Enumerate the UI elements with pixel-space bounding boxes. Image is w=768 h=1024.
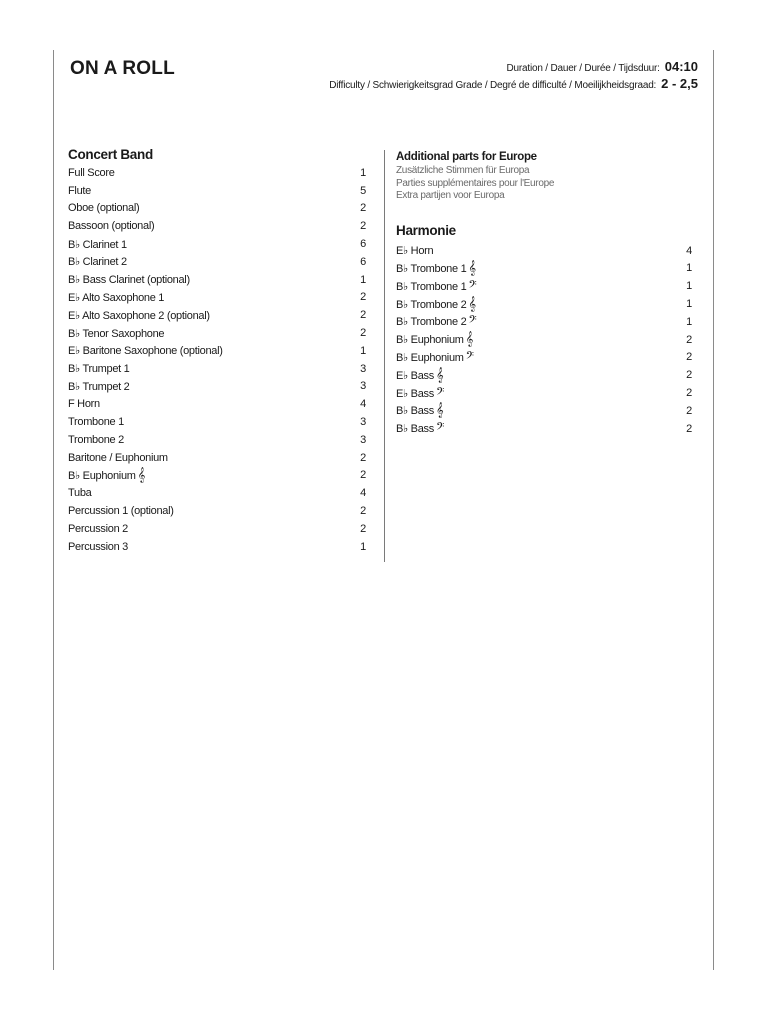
treble-clef-icon: 𝄞: [468, 296, 476, 312]
part-row: [396, 242, 692, 260]
europe-heading: Additional parts for Europe: [396, 151, 537, 163]
part-row: [68, 164, 366, 182]
part-name: Full Score: [68, 166, 115, 179]
part-quantity: 3: [360, 362, 366, 375]
part-quantity: 4: [686, 244, 692, 257]
part-name-cell: [396, 387, 444, 400]
bass-clef-icon: 𝄢: [468, 314, 477, 330]
part-quantity: 2: [360, 309, 366, 322]
part-name: E♭ Baritone Saxophone (optional): [68, 345, 223, 358]
part-name-cell: [396, 404, 443, 417]
part-quantity: 2: [686, 387, 692, 400]
part-name: Oboe (optional): [68, 202, 140, 215]
part-name-cell: [68, 309, 210, 322]
part-quantity: 2: [360, 469, 366, 482]
bass-clef-icon: 𝄢: [468, 278, 477, 294]
part-name-cell: [396, 298, 476, 311]
part-quantity: 1: [686, 280, 692, 293]
part-name: Bassoon (optional): [68, 220, 155, 233]
page-border-right: [713, 50, 714, 970]
page-border-left: [53, 50, 54, 970]
duration-info: [507, 58, 698, 76]
part-name-cell: [68, 398, 100, 410]
part-quantity: 2: [360, 220, 366, 233]
part-name-cell: [396, 369, 443, 382]
part-name-cell: [68, 327, 164, 340]
part-row: [68, 484, 366, 502]
part-quantity: 5: [360, 184, 366, 197]
bass-clef-icon: 𝄢: [465, 349, 474, 365]
part-name-cell: [68, 362, 130, 375]
duration-label: Duration / Dauer / Durée / Tijdsduur:: [506, 63, 660, 74]
part-name: B♭ Clarinet 1: [68, 238, 127, 251]
part-quantity: 2: [686, 333, 692, 346]
part-name: Percussion 2: [68, 522, 128, 535]
part-quantity: 1: [686, 315, 692, 328]
part-name-cell: [68, 541, 128, 553]
part-name-cell: [68, 185, 91, 197]
europe-translation-fr: Parties supplémentaires pour l'Europe: [396, 177, 555, 189]
bass-clef-icon: 𝄢: [435, 385, 444, 401]
part-row: [68, 538, 366, 556]
part-name: B♭ Trombone 1: [396, 280, 467, 293]
part-row: [68, 467, 366, 485]
part-name-cell: [68, 434, 124, 446]
part-name-cell: [68, 273, 190, 286]
treble-clef-icon: 𝄞: [435, 367, 444, 383]
part-row: [68, 217, 366, 235]
part-quantity: 2: [360, 202, 366, 215]
part-row: [396, 295, 692, 313]
part-row: [68, 289, 366, 307]
part-row: [396, 260, 692, 278]
part-quantity: 1: [686, 298, 692, 311]
part-name: Percussion 1 (optional): [68, 505, 174, 518]
europe-translation-de: Zusätzliche Stimmen für Europa: [396, 165, 530, 176]
part-name: E♭ Alto Saxophone 1: [68, 291, 165, 304]
part-name-cell: [396, 351, 474, 364]
part-name: B♭ Trumpet 1: [68, 363, 130, 376]
part-name-cell: [68, 238, 127, 251]
part-quantity: 2: [360, 327, 366, 340]
part-row: [396, 420, 692, 438]
part-row: [68, 378, 366, 396]
part-row: [68, 324, 366, 342]
part-quantity: 2: [360, 505, 366, 518]
part-name-cell: [68, 255, 127, 268]
part-row: [68, 520, 366, 538]
part-name-cell: [68, 202, 139, 214]
part-name: B♭ Trombone 1: [396, 262, 467, 275]
part-name: B♭ Trumpet 2: [68, 380, 130, 393]
part-name: B♭ Trombone 2: [396, 316, 467, 329]
part-name: F Horn: [68, 398, 100, 411]
bass-clef-icon: 𝄢: [435, 421, 444, 437]
part-name-cell: [396, 422, 444, 435]
part-row: [68, 200, 366, 218]
part-quantity: 2: [360, 451, 366, 464]
part-name: B♭ Euphonium: [68, 469, 136, 482]
treble-clef-icon: 𝄞: [465, 332, 474, 348]
europe-section: [396, 148, 692, 438]
part-quantity: 2: [360, 291, 366, 304]
part-row: [68, 395, 366, 413]
concert-band-heading: Concert Band: [68, 147, 153, 162]
part-name-cell: [396, 333, 473, 346]
part-quantity: 1: [686, 262, 692, 275]
part-quantity: 3: [360, 433, 366, 446]
part-row: [68, 342, 366, 360]
part-name: B♭ Bass Clarinet (optional): [68, 274, 190, 287]
difficulty-value: 2 - 2,5: [661, 76, 698, 91]
part-name: E♭ Bass: [396, 369, 434, 382]
part-name-cell: [68, 291, 164, 304]
column-divider: [384, 150, 385, 562]
part-quantity: 2: [686, 422, 692, 435]
part-name-cell: [68, 452, 168, 464]
part-name-cell: [396, 262, 476, 275]
part-name-cell: [68, 523, 128, 535]
part-row: [68, 271, 366, 289]
part-quantity: 1: [360, 344, 366, 357]
duration-value: 04:10: [664, 59, 698, 74]
part-name: E♭ Horn: [396, 245, 434, 258]
part-name-cell: [68, 469, 145, 482]
part-quantity: 4: [360, 398, 366, 411]
concert-band-part-list: [68, 164, 366, 556]
part-row: [396, 313, 692, 331]
part-name: Flute: [68, 184, 91, 197]
part-quantity: 2: [686, 351, 692, 364]
part-quantity: 3: [360, 380, 366, 393]
part-name: Trombone 1: [68, 416, 124, 429]
treble-clef-icon: 𝄞: [468, 260, 476, 276]
difficulty-label: Difficulty / Schwierigkeitsgrad Grade / Degré de difficulté / Moeilijkheidsgraad:: [329, 80, 657, 91]
part-quantity: 6: [360, 238, 366, 251]
harmonie-part-list: [396, 242, 692, 438]
treble-clef-icon: 𝄞: [435, 403, 444, 419]
part-name-cell: [396, 280, 476, 293]
part-quantity: 2: [686, 404, 692, 417]
part-name: B♭ Euphonium: [396, 351, 464, 364]
part-name: B♭ Bass: [396, 405, 434, 418]
part-row: [68, 449, 366, 467]
part-name: E♭ Alto Saxophone 2 (optional): [68, 309, 210, 322]
part-quantity: 1: [360, 273, 366, 286]
part-row: [68, 360, 366, 378]
part-row: [396, 277, 692, 295]
part-name: B♭ Tenor Saxophone: [68, 327, 165, 340]
part-row: [68, 182, 366, 200]
part-row: [396, 349, 692, 367]
part-row: [68, 413, 366, 431]
part-name: Percussion 3: [68, 540, 128, 553]
part-quantity: 3: [360, 416, 366, 429]
part-name: Baritone / Euphonium: [68, 451, 168, 464]
part-name: Tuba: [68, 487, 92, 500]
piece-title: ON A ROLL: [70, 58, 175, 79]
part-name: B♭ Euphonium: [396, 334, 464, 347]
difficulty-info: [329, 75, 698, 93]
part-name: E♭ Bass: [396, 387, 434, 400]
part-name-cell: [68, 416, 124, 428]
harmonie-heading: Harmonie: [396, 222, 456, 238]
part-name-cell: [396, 244, 433, 257]
part-row: [68, 306, 366, 324]
part-name-cell: [68, 167, 115, 179]
part-name-cell: [68, 380, 130, 393]
treble-clef-icon: 𝄞: [137, 467, 146, 483]
part-row: [68, 431, 366, 449]
part-name-cell: [396, 315, 476, 328]
part-row: [68, 253, 366, 271]
part-name-cell: [68, 505, 174, 517]
part-row: [68, 502, 366, 520]
part-name-cell: [68, 344, 223, 357]
part-row: [396, 366, 692, 384]
part-quantity: 6: [360, 255, 366, 268]
part-quantity: 4: [360, 487, 366, 500]
concert-band-section: [68, 146, 366, 556]
part-quantity: 2: [686, 369, 692, 382]
part-name: Trombone 2: [68, 433, 124, 446]
part-row: [396, 331, 692, 349]
part-quantity: 2: [360, 522, 366, 535]
part-name: B♭ Bass: [396, 423, 434, 436]
europe-translation-nl: Extra partijen voor Europa: [396, 190, 505, 202]
part-row: [396, 384, 692, 402]
part-row: [68, 235, 366, 253]
part-quantity: 1: [360, 166, 366, 179]
part-name-cell: [68, 220, 154, 232]
part-name-cell: [68, 487, 91, 499]
part-row: [396, 402, 692, 420]
part-quantity: 1: [360, 540, 366, 553]
part-name: B♭ Trombone 2: [396, 298, 467, 311]
part-name: B♭ Clarinet 2: [68, 256, 127, 269]
